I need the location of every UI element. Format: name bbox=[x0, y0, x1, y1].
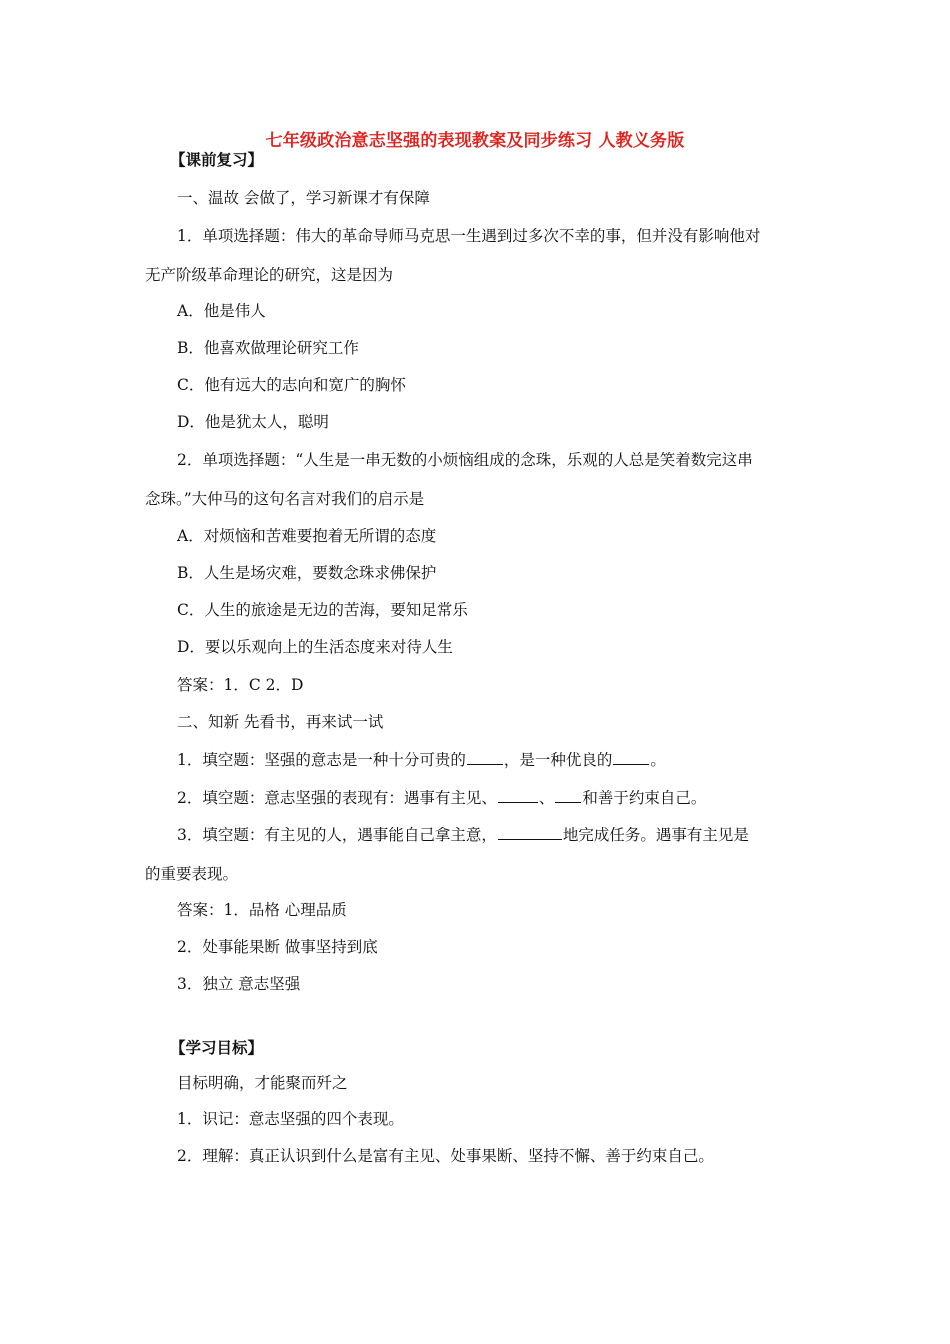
blank-line bbox=[555, 787, 581, 803]
q2-option-d: D．要以乐观向上的生活态度来对待人生 bbox=[177, 638, 453, 656]
section-heading-review: 【课前复习】 bbox=[170, 150, 264, 169]
answer-2-line3: 3．独立 意志坚强 bbox=[177, 975, 301, 993]
q1-option-a: A．他是伟人 bbox=[177, 302, 266, 320]
fill1-text-a: 1．填空题：坚强的意志是一种十分可贵的 bbox=[177, 751, 466, 769]
q1-option-b: B．他喜欢做理论研究工作 bbox=[177, 339, 359, 357]
q2-stem-line2: 念珠。”大仲马的这句名言对我们的启示是 bbox=[145, 490, 425, 508]
q1-option-c: C．他有远大的志向和宽广的胸怀 bbox=[177, 376, 406, 394]
fill-question-2 bbox=[177, 787, 706, 808]
q2-option-b: B．人生是场灾难，要数念珠求佛保护 bbox=[177, 564, 437, 582]
document-title: 七年级政治意志坚强的表现教案及同步练习 人教义务版 bbox=[265, 131, 685, 151]
fill3-text-b: 地完成任务。遇事有主见是 bbox=[562, 826, 749, 844]
part1-title: 一、温故 会做了，学习新课才有保障 bbox=[177, 189, 430, 207]
q1-option-d: D．他是犹太人，聪明 bbox=[177, 413, 329, 431]
part2-title: 二、知新 先看书，再来试一试 bbox=[177, 713, 384, 731]
fill2-text-a: 2．填空题：意志坚强的表现有：遇事有主见、 bbox=[177, 789, 497, 807]
q2-option-a: A．对烦恼和苦难要抱着无所谓的态度 bbox=[177, 527, 437, 545]
answer-1: 答案：1．C 2．D bbox=[177, 676, 304, 694]
fill2-text-c: 和善于约束自己。 bbox=[582, 789, 707, 807]
blank-line bbox=[498, 824, 562, 840]
goal-item-1: 1．识记：意志坚强的四个表现。 bbox=[177, 1110, 404, 1128]
fill3-text-a: 3．填空题：有主见的人，遇事能自己拿主意， bbox=[177, 826, 497, 844]
blank-line bbox=[613, 749, 649, 765]
blank-line bbox=[467, 749, 503, 765]
answer-2-line2: 2．处事能果断 做事坚持到底 bbox=[177, 938, 378, 956]
q2-stem-line1: 2．单项选择题：“人生是一串无数的小烦恼组成的念珠，乐观的人总是笑着数完这串 bbox=[177, 451, 753, 469]
fill2-text-b: 、 bbox=[538, 789, 555, 807]
fill-question-3 bbox=[177, 824, 749, 845]
answer-2-line1: 答案：1．品格 心理品质 bbox=[177, 901, 347, 919]
q1-stem-line1: 1．单项选择题：伟大的革命导师马克思一生遇到过多次不幸的事，但并没有影响他对 bbox=[177, 227, 761, 245]
fill-question-3-line2: 的重要表现。 bbox=[145, 865, 239, 883]
fill-question-1 bbox=[177, 749, 666, 770]
fill1-text-b: ，是一种优良的 bbox=[503, 751, 613, 769]
fill1-text-c: 。 bbox=[650, 751, 666, 769]
q2-option-c: C．人生的旅途是无边的苦海，要知足常乐 bbox=[177, 601, 468, 619]
section-heading-goals: 【学习目标】 bbox=[170, 1038, 264, 1057]
q1-stem-line2: 无产阶级革命理论的研究，这是因为 bbox=[145, 266, 394, 284]
goals-intro: 目标明确，才能聚而歼之 bbox=[177, 1074, 348, 1092]
blank-line bbox=[498, 787, 538, 803]
goal-item-2: 2．理解：真正认识到什么是富有主见、处事果断、坚持不懈、善于约束自己。 bbox=[177, 1147, 714, 1165]
